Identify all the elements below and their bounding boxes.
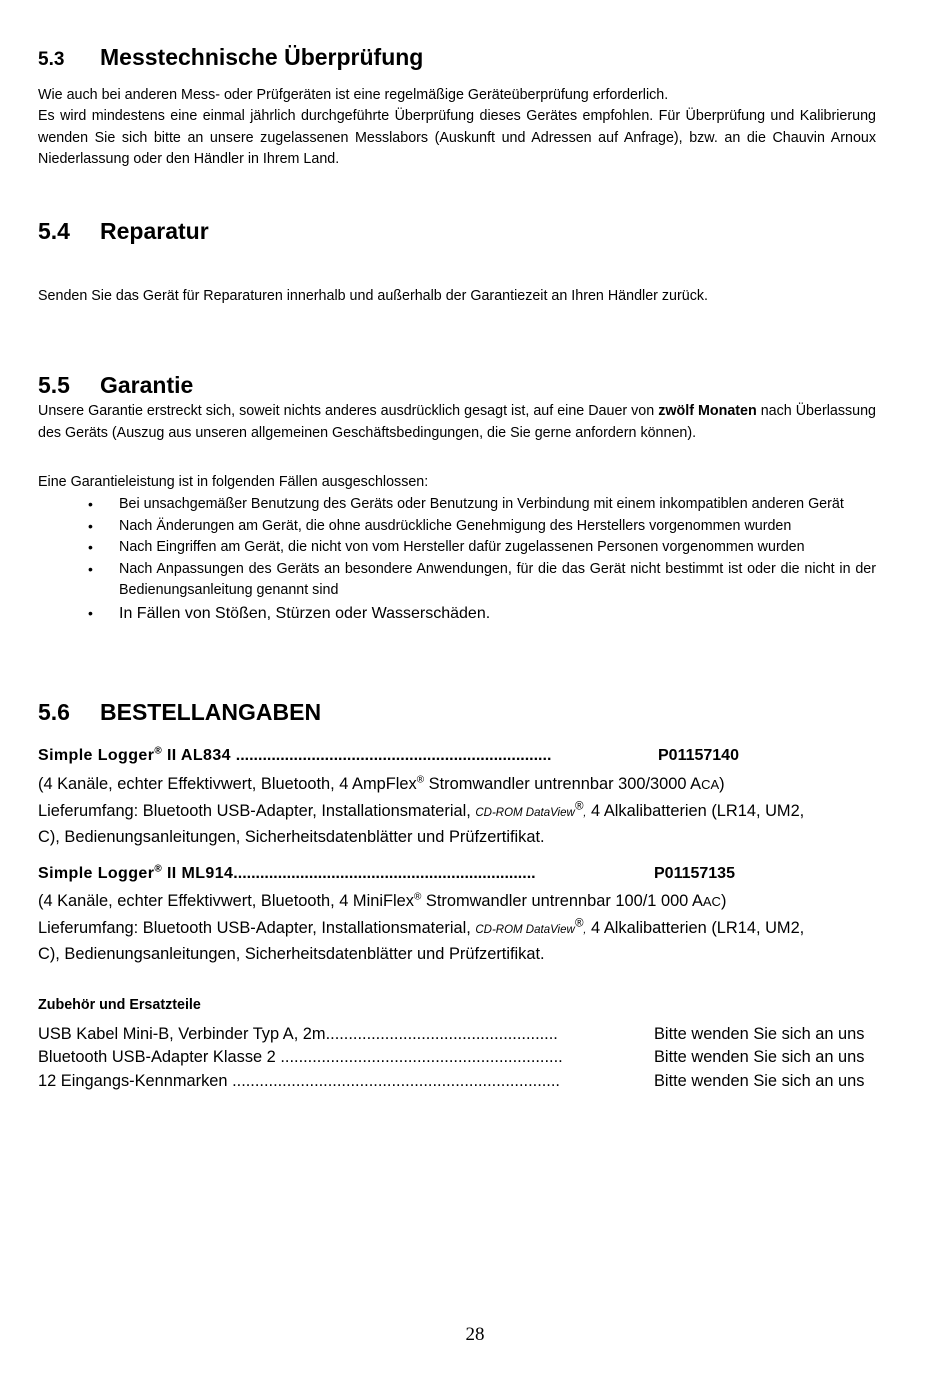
- section-number: 5.6: [38, 699, 70, 725]
- accessory-row: [38, 1048, 876, 1071]
- product-order-line: [38, 865, 876, 887]
- paragraph: Wie auch bei anderen Mess- oder Prüfgeräten ist eine regelmäßige Geräteüberprüfung erforderlich.: [38, 87, 669, 103]
- accessory-row: [38, 1025, 876, 1048]
- paragraph: Senden Sie das Gerät für Reparaturen innerhalb und außerhalb der Garantiezeit an Ihren Händler zurück.: [38, 288, 708, 304]
- product-name: Simple Logger® II AL834: [38, 745, 236, 764]
- leader-dots: ........................................................................: [232, 1072, 560, 1090]
- section-heading-5-6: [38, 699, 321, 726]
- accessory-note: Bitte wenden Sie sich an uns: [654, 1072, 865, 1090]
- list-item: • Nach Eingriffen am Gerät, die nicht von vom Hersteller dafür zugelassenen Personen vorgenommen wurden: [38, 537, 876, 559]
- accessory-row: [38, 1072, 876, 1095]
- text-run: Unsere Garantie erstreckt sich, soweit nichts anderes ausdrücklich gesagt ist, auf eine Dauer von: [38, 403, 659, 419]
- product-description: (4 Kanäle, echter Effektivwert, Bluetooth, 4 MiniFlex® Stromwandler untrennbar 100/1 000 AAC): [38, 891, 727, 910]
- accessory-note: Bitte wenden Sie sich an uns: [654, 1048, 865, 1066]
- accessories-heading: Zubehör und Ersatzteile: [38, 997, 201, 1013]
- product-reference: P01157135: [654, 865, 735, 882]
- section-heading-5-4: [38, 218, 209, 245]
- paragraph: Eine Garantieleistung ist in folgenden Fällen ausgeschlossen:: [38, 474, 429, 490]
- product-name: Simple Logger® II ML914: [38, 863, 234, 882]
- delivery-scope: Lieferumfang: Bluetooth USB-Adapter, Installationsmaterial, CD-ROM DataView®, 4 Alkalibatterien (LR14, UM2, C), Bedienungsanleitungen, Sicherheitsdatenblätter und Prüfzertifikat.: [38, 917, 805, 963]
- page-number: 28: [465, 1324, 485, 1345]
- section-heading-5-5: [38, 372, 193, 399]
- product-description: (4 Kanäle, echter Effektivwert, Bluetooth, 4 AmpFlex® Stromwandler untrennbar 300/3000 ACA): [38, 774, 725, 793]
- list-item: • In Fällen von Stößen, Stürzen oder Wasserschäden.: [38, 602, 876, 625]
- leader-dots: .......................................................................: [235, 747, 552, 764]
- delivery-scope: Lieferumfang: Bluetooth USB-Adapter, Installationsmaterial, CD-ROM DataView®, 4 Alkalibatterien (LR14, UM2, C), Bedienungsanleitungen, Sicherheitsdatenblätter und Prüfzertifikat.: [38, 800, 805, 846]
- leader-dots: ....................................................................: [233, 865, 536, 882]
- section-heading-5-3: [38, 44, 423, 71]
- accessory-item: USB Kabel Mini-B, Verbinder Typ A, 2m...................................................: [38, 1025, 558, 1043]
- list-item: • Nach Änderungen am Gerät, die ohne ausdrückliche Genehmigung des Herstellers vorgenommen wurden: [38, 516, 876, 538]
- section-number: 5.5: [38, 372, 70, 398]
- paragraph: Es wird mindestens eine einmal jährlich durchgeführte Überprüfung dieses Gerätes empfohlen. Für Überprüfung und Kalibrierung wenden Sie sich bitte an unsere zugelassenen Messlabors (Auskunft und Adressen auf Anfrage), bzw. an die Chauvin Arnoux Niederlassung oder den Händler in Ihrem Land.: [38, 108, 876, 167]
- product-reference: P01157140: [658, 747, 739, 764]
- accessory-item: Bluetooth USB-Adapter Klasse 2 ..............................................................: [38, 1048, 563, 1066]
- leader-dots: ...................................................: [325, 1025, 558, 1043]
- section-number: 5.3: [38, 49, 65, 70]
- accessory-item: 12 Eingangs-Kennmarken ........................................................................: [38, 1072, 560, 1090]
- section-number: 5.4: [38, 218, 70, 244]
- section-title: Garantie: [100, 372, 194, 398]
- paragraph: [38, 401, 876, 444]
- list-item: • Nach Anpassungen des Geräts an besondere Anwendungen, für die das Gerät nicht bestimmt ist oder die nicht in der Bedienungsanleitung genannt sind: [38, 559, 876, 602]
- product-order-line: [38, 747, 876, 769]
- accessory-note: Bitte wenden Sie sich an uns: [654, 1025, 865, 1043]
- section-title: BESTELLANGABEN: [100, 699, 322, 725]
- leader-dots: ..............................................................: [280, 1048, 563, 1066]
- section-title: Messtechnische Überprüfung: [100, 44, 424, 70]
- text-run: nach Überlassung des Geräts (Auszug aus unseren allgemeinen Geschäftsbedingungen, die Sie gerne anfordern können).: [38, 403, 877, 441]
- list-item: • Bei unsachgemäßer Benutzung des Geräts oder Benutzung in Verbindung mit einem inkompatiblen anderen Gerät: [38, 494, 876, 516]
- exclusion-list: [38, 494, 876, 625]
- section-title: Reparatur: [100, 218, 209, 244]
- bold-text: zwölf Monaten: [658, 403, 757, 419]
